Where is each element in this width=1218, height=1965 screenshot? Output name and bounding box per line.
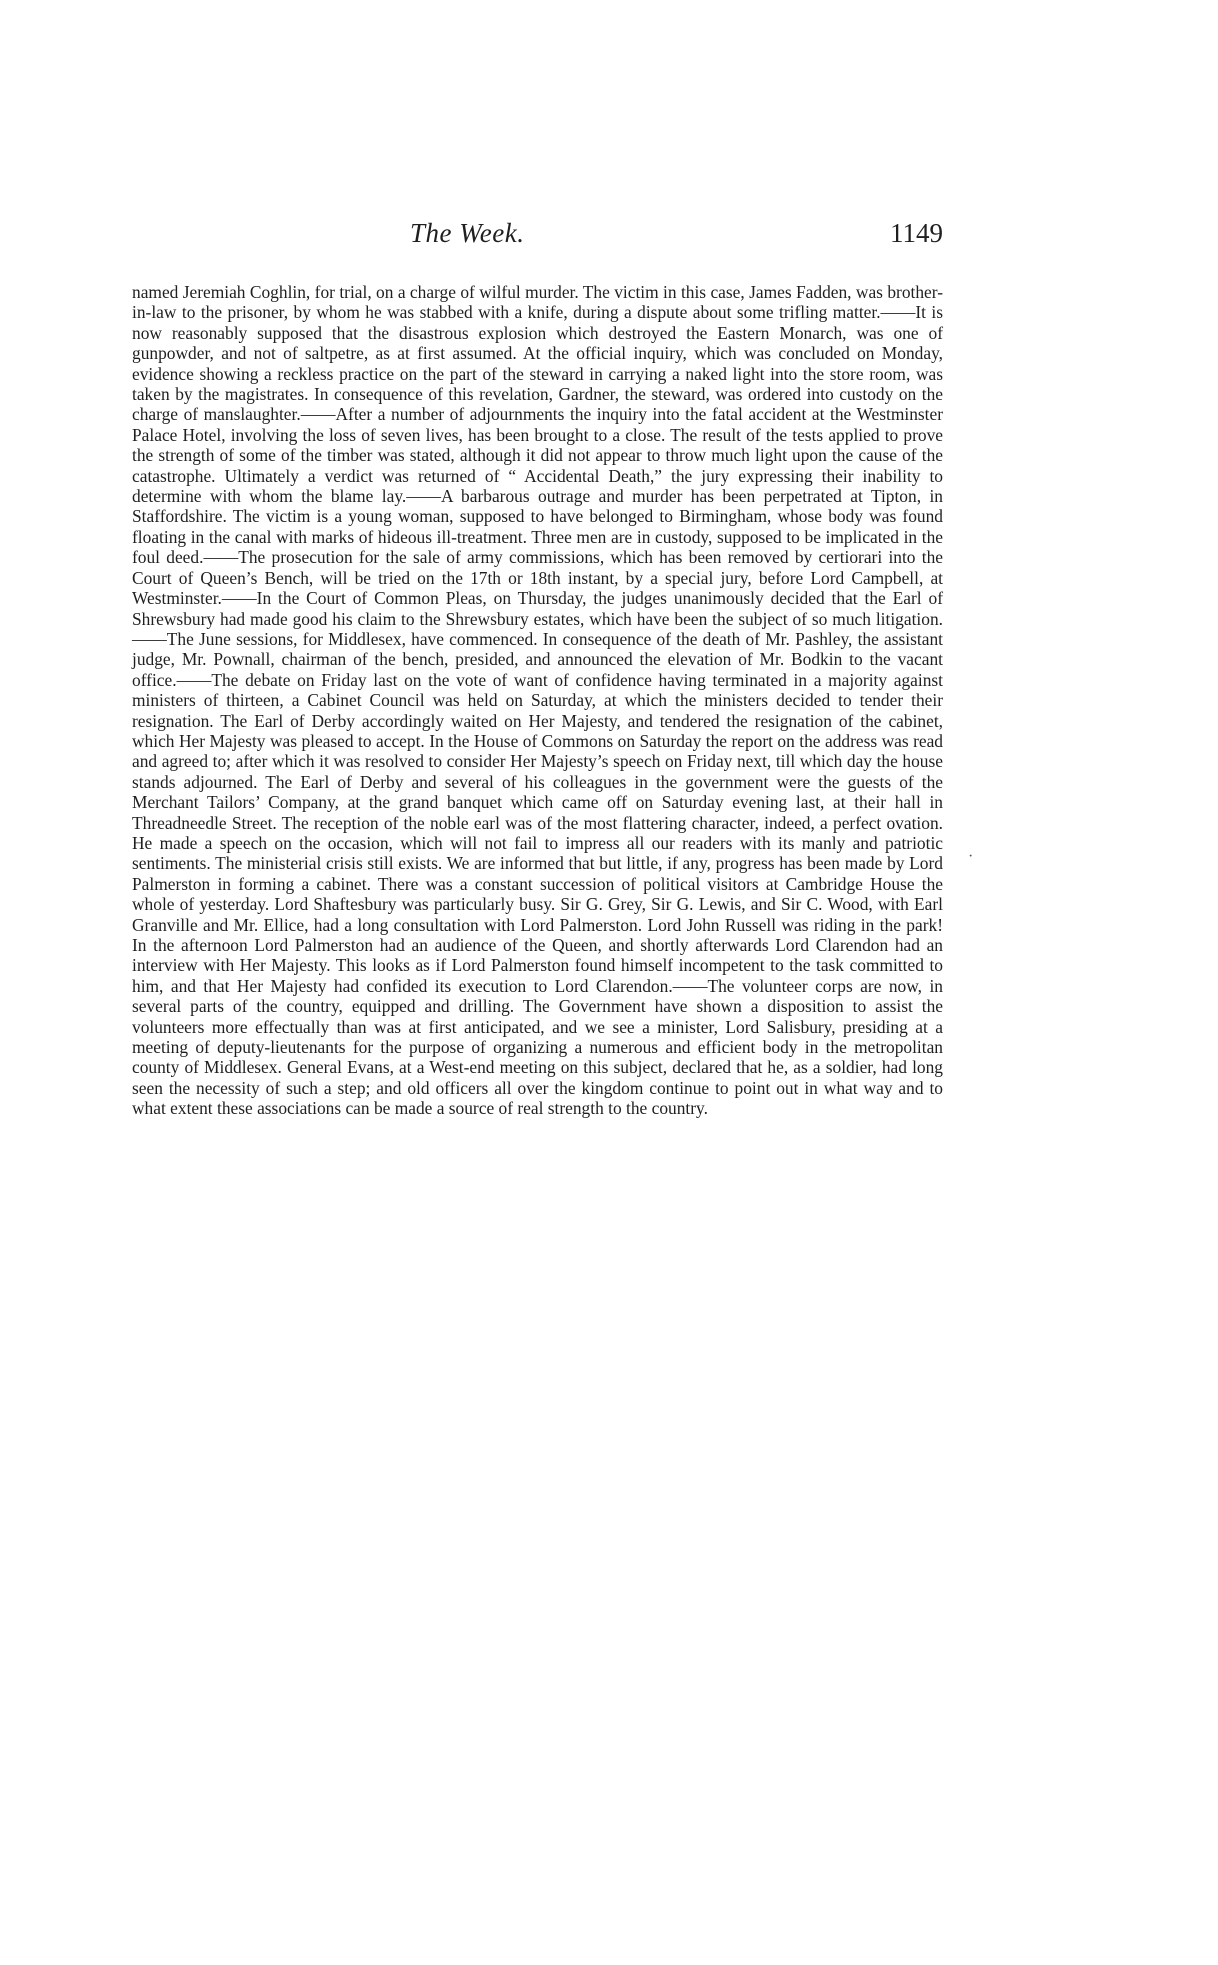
margin-speck: ·: [968, 848, 974, 865]
body-paragraph: named Jeremiah Coghlin, for trial, on a charge of wilful murder. The victim in this case, James Fadden, was brother-in-law to the prisoner, by whom he was stabbed with a knife, during a dispute about some trifling matter.——It is now reasonably supposed that the disastrous explosion which destroyed the Eastern Monarch, was one of gunpowder, and not of saltpetre, as at first assumed. At the official inquiry, which was concluded on Monday, evidence showing a reckless practice on the part of the steward in carrying a naked light into the store room, was taken by the magistrates. In consequence of this revelation, Gardner, the steward, was ordered into custody on the charge of manslaughter.——After a number of adjournments the inquiry into the fatal accident at the Westminster Palace Hotel, involving the loss of seven lives, has been brought to a close. The result of the tests applied to prove the strength of some of the timber was stated, although it did not appear to throw much light upon the cause of the catastrophe. Ultimately a verdict was returned of “ Accidental Death,” the jury expressing their inability to determine with whom the blame lay.——A barbarous outrage and murder has been perpetrated at Tipton, in Staffordshire. The victim is a young woman, supposed to have belonged to Birmingham, whose body was found floating in the canal with marks of hideous ill-treatment. Three men are in custody, supposed to be implicated in the foul deed.——The prosecution for the sale of army commissions, which has been removed by certiorari into the Court of Queen’s Bench, will be tried on the 17th or 18th instant, by a special jury, before Lord Campbell, at Westminster.——In the Court of Common Pleas, on Thursday, the judges unanimously decided that the Earl of Shrewsbury had made good his claim to the Shrewsbury estates, which have been the subject of so much litigation.——The June sessions, for Middlesex, have commenced. In consequence of the death of Mr. Pashley, the assistant judge, Mr. Pownall, chairman of the bench, presided, and announced the elevation of Mr. Bodkin to the vacant office.——The debate on Friday last on the vote of want of confidence having terminated in a majority against ministers of thirteen, a Cabinet Council was held on Saturday, at which the ministers decided to tender their resignation. The Earl of Derby accordingly waited on Her Majesty, and tendered the resignation of the cabinet, which Her Majesty was pleased to accept. In the House of Commons on Saturday the report on the address was read and agreed to; after which it was resolved to consider Her Majesty’s speech on Friday next, till which day the house stands adjourned. The Earl of Derby and several of his colleagues in the government were the guests of the Merchant Tailors’ Company, at the grand banquet which came off on Saturday evening last, at their hall in Threadneedle Street. The reception of the noble earl was of the most flattering character, indeed, a perfect ovation. He made a speech on the occasion, which will not fail to impress all our readers with its manly and patriotic sentiments. The ministerial crisis still exists. We are informed that but little, if any, progress has been made by Lord Palmerston in forming a cabinet. There was a constant succession of political visitors at Cambridge House the whole of yesterday. Lord Shaftesbury was particularly busy. Sir G. Grey, Sir G. Lewis, and Sir C. Wood, with Earl Granville and Mr. Ellice, had a long consultation with Lord Palmerston. Lord John Russell was riding in the park! In the afternoon Lord Palmerston had an audience of the Queen, and shortly afterwards Lord Clarendon had an interview with Her Majesty. This looks as if Lord Palmerston found himself incompetent to the task committed to him, and that Her Majesty had confided its execution to Lord Clarendon.——The volunteer corps are now, in several parts of the country, equipped and drilling. The Government have shown a disposition to assist the volunteers more effectually than was at first anticipated, and we see a minister, Lord Salisbury, presiding at a meeting of deputy-lieutenants for the purpose of organizing a numerous and efficient body in the metropolitan county of Middlesex. General Evans, at a West-end meeting on this subject, declared that he, as a soldier, had long seen the necessity of such a step; and old officers all over the kingdom continue to point out in what way and to what extent these associations can be made a source of real strength to the country.: [132, 282, 943, 1119]
running-head: [132, 218, 943, 258]
page-number: 1149: [890, 218, 943, 248]
page-title: The Week.: [410, 218, 525, 248]
article-body: [132, 282, 943, 1119]
